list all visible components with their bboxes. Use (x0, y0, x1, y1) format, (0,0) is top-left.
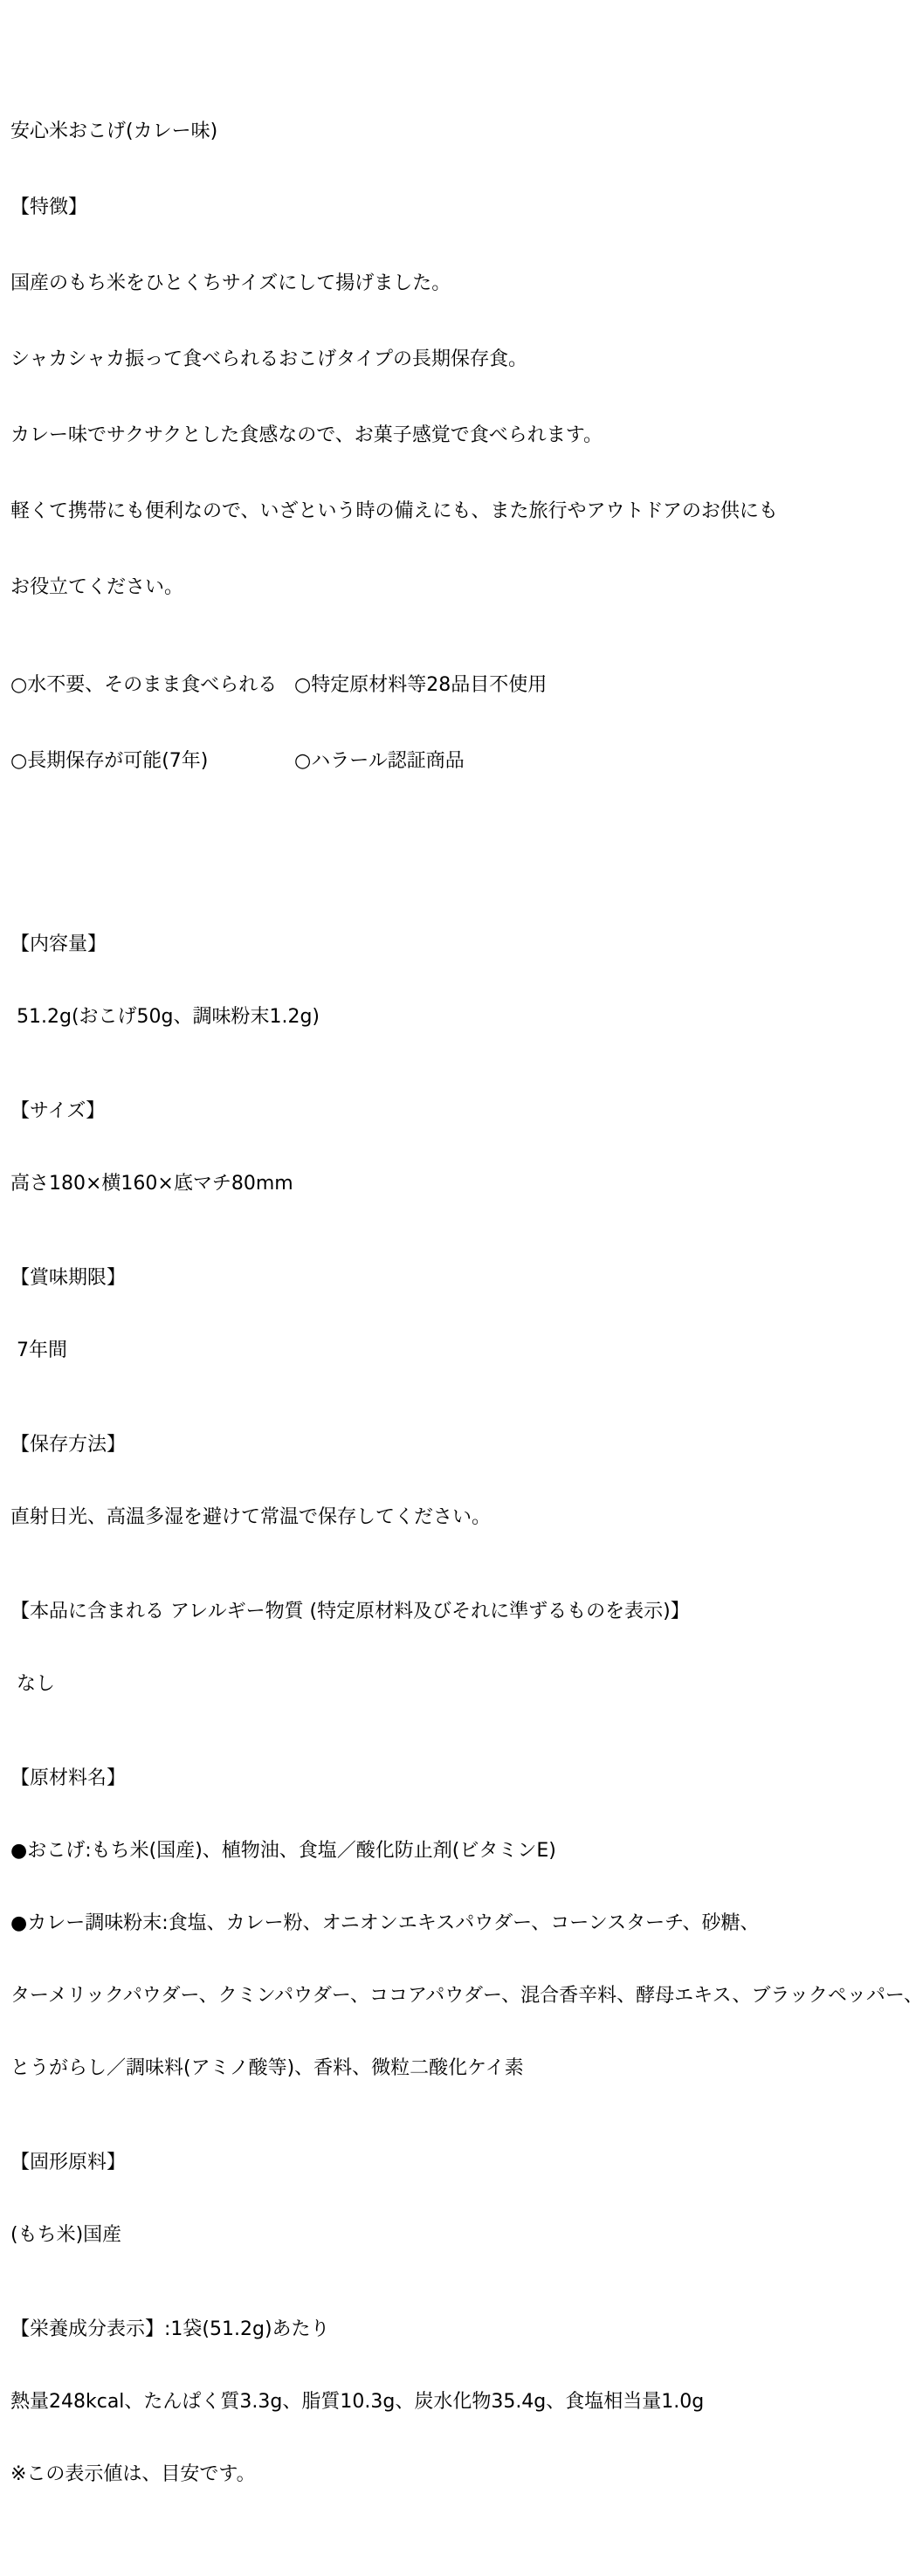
feature-line: カレー味でサクサクとした食感なので、お菓子感覚で食べられます。 (10, 424, 603, 446)
section-line-ingredients: ターメリックパウダー、クミンパウダー、ココアパウダー、混合香辛料、酵母エキス、ブラックペッパー、 (10, 1985, 923, 2007)
section-line-expiry: 7年間 (10, 1340, 67, 1361)
feature-line: 国産のもち米をひとくちサイズにして揚げました。 (10, 272, 451, 294)
section-heading-allergen: 【本品に含まれる アレルギー物質 (特定原材料及びそれに準ずるものを表示)】 (10, 1601, 690, 1622)
spec-block (10, 886, 923, 2532)
section-line-ingredients: ●カレー調味粉末:食塩、カレー粉、オニオンエキスパウダー、コーンスターチ、砂糖、 (10, 1912, 760, 1934)
section-line-storage: 直射日光、高温多湿を避けて常温で保存してください。 (10, 1506, 492, 1528)
feature-line: お役立てください。 (10, 576, 184, 598)
product-title: 安心米おこげ(カレー味) (10, 121, 218, 142)
section-heading-contents: 【内容量】 (10, 933, 107, 955)
section-heading-ingredients: 【原材料名】 (10, 1767, 127, 1789)
selling-point-right: ○ハラール認証商品 (294, 750, 465, 772)
feature-line: シャカシャカ振って食べられるおこげタイプの長期保存食。 (10, 348, 528, 370)
intro-block (10, 72, 863, 821)
selling-point-left: ○水不要、そのまま食べられる (10, 674, 278, 696)
section-heading-nutrition: 【栄養成分表示】:1袋(51.2g)あたり (10, 2318, 330, 2340)
section-heading-expiry: 【賞味期限】 (10, 1267, 127, 1289)
selling-point-right: ○特定原材料等28品目不使用 (294, 674, 548, 696)
section-line-ingredients: ●おこげ:もち米(国産)、植物油、食塩／酸化防止剤(ビタミンE) (10, 1840, 556, 1862)
section-heading-solid-material: 【固形原料】 (10, 2152, 127, 2173)
selling-point-row (10, 669, 863, 701)
selling-point-row (10, 745, 863, 777)
section-line-ingredients: とうがらし／調味料(アミノ酸等)、香料、微粒二酸化ケイ素 (10, 2057, 524, 2079)
section-line-nutrition-note: ※この表示値は、目安です。 (10, 2463, 256, 2485)
section-heading-size: 【サイズ】 (10, 1100, 106, 1122)
section-line-size: 高さ180×横160×底マチ80mm (10, 1173, 293, 1195)
selling-point-left: ○長期保存が可能(7年) (10, 750, 209, 772)
section-heading-storage: 【保存方法】 (10, 1434, 127, 1456)
section-line-solid-material: (もち米)国産 (10, 2224, 122, 2246)
feature-line: 軽くて携帯にも便利なので、いざという時の備えにも、また旅行やアウトドアのお供にも (10, 500, 778, 522)
section-line-allergen: なし (10, 1673, 55, 1695)
section-line-contents: 51.2g(おこげ50g、調味粉末1.2g) (10, 1006, 320, 1028)
features-heading: 【特徴】 (10, 196, 88, 218)
section-line-nutrition: 熱量248kcal、たんぱく質3.3g、脂質10.3g、炭水化物35.4g、食塩相当量1.0g (10, 2391, 705, 2413)
